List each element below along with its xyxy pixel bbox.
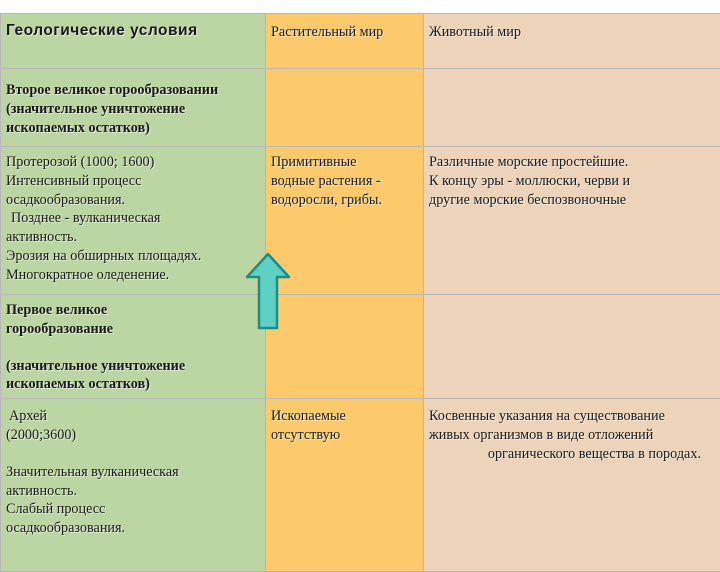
header-geology-cell — [1, 14, 266, 69]
proterozoic-plants-line: Примитивные — [271, 153, 418, 172]
proterozoic-plants-line: водные растения - — [271, 172, 418, 191]
proterozoic-geology-cell — [1, 147, 266, 295]
archean-geology-line: Архей — [6, 407, 260, 426]
archean-geology-line: активность. — [6, 482, 260, 501]
header-plants-cell — [266, 14, 424, 69]
proterozoic-plants-line: водоросли, грибы. — [271, 191, 418, 210]
second-orogeny-row — [1, 69, 720, 147]
archean-animals-line: живых организмов в виде отложений — [429, 426, 715, 445]
second-orogeny-cell — [1, 69, 266, 147]
proterozoic-geology-line: Многократное оледенение. — [6, 266, 260, 285]
archean-plants-line: отсутствую — [271, 426, 418, 445]
proterozoic-geology-line: Интенсивный процесс — [6, 172, 260, 191]
first-orogeny-line: (значительное уничтожение — [6, 357, 260, 376]
era-table — [0, 13, 720, 572]
archean-geology-cell — [1, 399, 266, 572]
header-plants: Растительный мир — [271, 19, 418, 42]
first-orogeny-cell — [1, 295, 266, 399]
second-orogeny-plants-cell — [266, 69, 424, 147]
second-orogeny-line: Второе великое горообразовании — [6, 81, 260, 100]
archean-animals-line: органического вещества в породах. — [429, 445, 715, 464]
proterozoic-geology-line: Эрозия на обширных площадях. — [6, 247, 260, 266]
up-arrow-shape — [247, 254, 289, 328]
first-orogeny-animals-cell — [424, 295, 720, 399]
first-orogeny-line: Первое великое — [6, 301, 260, 320]
second-orogeny-line: ископаемых остатков) — [6, 119, 260, 138]
header-row — [1, 14, 720, 69]
first-orogeny-line: горообразование — [6, 320, 260, 339]
proterozoic-geology-line: Позднее - вулканическая — [6, 209, 260, 228]
archean-row — [1, 399, 720, 572]
proterozoic-animals-line: К концу эры - моллюски, черви и — [429, 172, 715, 191]
proterozoic-animals-cell — [424, 147, 720, 295]
proterozoic-geology-line: активность. — [6, 228, 260, 247]
first-orogeny-row — [1, 295, 720, 399]
header-geology: Геологические условия — [6, 19, 260, 41]
second-orogeny-line: (значительное уничтожение — [6, 100, 260, 119]
archean-animals-cell — [424, 399, 720, 572]
proterozoic-geology-line: осадкообразования. — [6, 191, 260, 210]
header-animals-cell — [424, 14, 720, 69]
archean-geology-line: Слабый процесс — [6, 500, 260, 519]
first-orogeny-line: ископаемых остатков) — [6, 375, 260, 394]
archean-geology-line: осадкообразования. — [6, 519, 260, 538]
archean-geology-line: Значительная вулканическая — [6, 463, 260, 482]
archean-plants-line: Ископаемые — [271, 407, 418, 426]
proterozoic-geology-line: Протерозой (1000; 1600) — [6, 153, 260, 172]
proterozoic-row — [1, 147, 720, 295]
up-arrow-icon — [245, 252, 291, 330]
archean-plants-cell — [266, 399, 424, 572]
proterozoic-animals-line: Различные морские простейшие. — [429, 153, 715, 172]
header-animals: Животный мир — [429, 19, 715, 42]
archean-geology-line: (2000;3600) — [6, 426, 260, 445]
second-orogeny-animals-cell — [424, 69, 720, 147]
archean-animals-line: Косвенные указания на существование — [429, 407, 715, 426]
proterozoic-animals-line: другие морские беспозвоночные — [429, 191, 715, 210]
